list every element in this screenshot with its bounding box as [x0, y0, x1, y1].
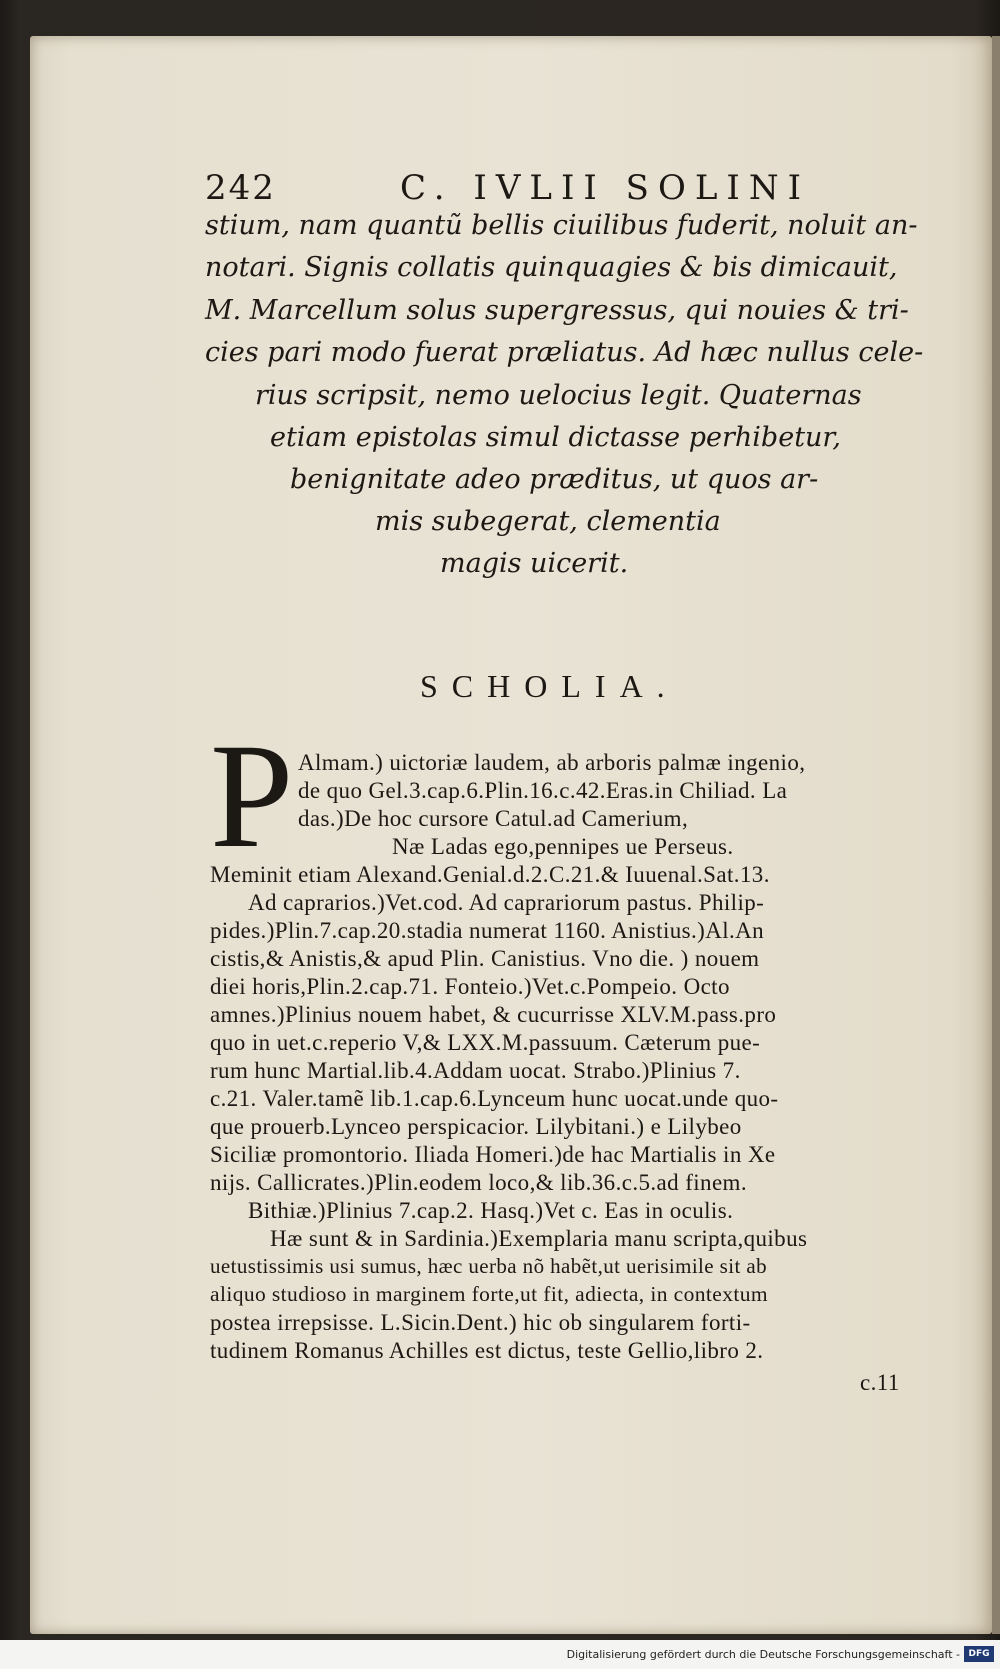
scholia-line: uetustissimis usi sumus, hæc uerba nõ habẽt,ut uerisimile sit ab — [210, 1254, 767, 1278]
scholia-line: tudinem Romanus Achilles est dictus, teste Gellio,libro 2. — [210, 1338, 764, 1363]
scholia-line: cistis,& Anistis,& apud Plin. Canistius. Vno die. ) nouem — [210, 946, 760, 971]
text-line: rius scripsit, nemo uelocius legit. Quaternas — [255, 380, 862, 411]
scholia-line: Siciliæ promontorio. Iliada Homeri.)de hac Martialis in Xe — [210, 1142, 776, 1167]
scholia-line: de quo Gel.3.cap.6.Plin.16.c.42.Eras.in Chiliad. La — [298, 778, 788, 803]
catchword: c.11 — [860, 1370, 900, 1395]
scholia-line: postea irrepsisse. L.Sicin.Dent.) hic ob singularem forti- — [210, 1310, 751, 1335]
page-edge — [992, 36, 1000, 1634]
scholia-line: que prouerb.Lynceo perspicacior. Lilybitani.) e Lilybeo — [210, 1114, 742, 1139]
running-title: C. IVLII SOLINI — [400, 168, 811, 208]
text-line: stium, nam quantũ bellis ciuilibus fuderit, noluit an- — [205, 210, 918, 241]
drop-cap: P — [210, 713, 294, 879]
scholia-line: Hæ sunt & in Sardinia.)Exemplaria manu scripta,quibus — [270, 1226, 808, 1251]
text-line: cies pari modo fuerat præliatus. Ad hæc nullus cele- — [205, 337, 924, 368]
text-line: M. Marcellum solus supergressus, qui nouies & tri- — [205, 295, 909, 326]
text-line: etiam epistolas simul dictasse perhibetur, — [270, 422, 841, 453]
text-line: benignitate adeo præditus, ut quos ar- — [290, 464, 819, 495]
scholia-line: das.)De hoc cursore Catul.ad Camerium, — [298, 806, 689, 831]
text-line: notari. Signis collatis quinquagies & bis dimicauit, — [205, 252, 898, 283]
scholia-line: Bithiæ.)Plinius 7.cap.2. Hasq.)Vet c. Eas in oculis. — [248, 1198, 734, 1223]
scholia-line: nijs. Callicrates.)Plin.eodem loco,& lib.36.c.5.ad finem. — [210, 1170, 747, 1195]
scholia-line: Ad caprarios.)Vet.cod. Ad caprariorum pastus. Philip- — [248, 890, 765, 915]
scholia-line: amnes.)Plinius nouem habet, & cucurrisse XLV.M.pass.pro — [210, 1002, 777, 1027]
scholia-heading: SCHOLIA. — [420, 668, 679, 704]
scholia-line: rum hunc Martial.lib.4.Addam uocat. Strabo.)Plinius 7. — [210, 1058, 741, 1083]
text-line: mis subegerat, clementia — [375, 506, 721, 537]
scholia-line: Almam.) uictoriæ laudem, ab arboris palmæ ingenio, — [298, 750, 806, 775]
scholia-line: quo in uet.c.reperio V,& LXX.M.passuum. Cæterum pue- — [210, 1030, 761, 1055]
scholia-line: aliquo studioso in marginem forte,ut fit, adiecta, in contextum — [210, 1282, 769, 1306]
page-number: 242 — [205, 168, 276, 208]
funding-credit: Digitalisierung gefördert durch die Deutsche Forschungsgemeinschaft - — [566, 1648, 960, 1661]
scholia-line: Næ Ladas ego,pennipes ue Perseus. — [392, 834, 734, 859]
scholia-line: Meminit etiam Alexand.Genial.d.2.C.21.& Iuuenal.Sat.13. — [210, 862, 770, 887]
text-line: magis uicerit. — [440, 548, 629, 579]
scholia-line: c.21. Valer.tamẽ lib.1.cap.6.Lynceum hunc uocat.unde quo- — [210, 1086, 779, 1111]
dfg-logo: DFG — [964, 1646, 994, 1662]
scholia-line: pides.)Plin.7.cap.20.stadia numerat 1160. Anistius.)Al.An — [210, 918, 765, 943]
scholia-line: diei horis,Plin.2.cap.71. Fonteio.)Vet.c.Pompeio. Octo — [210, 974, 730, 999]
